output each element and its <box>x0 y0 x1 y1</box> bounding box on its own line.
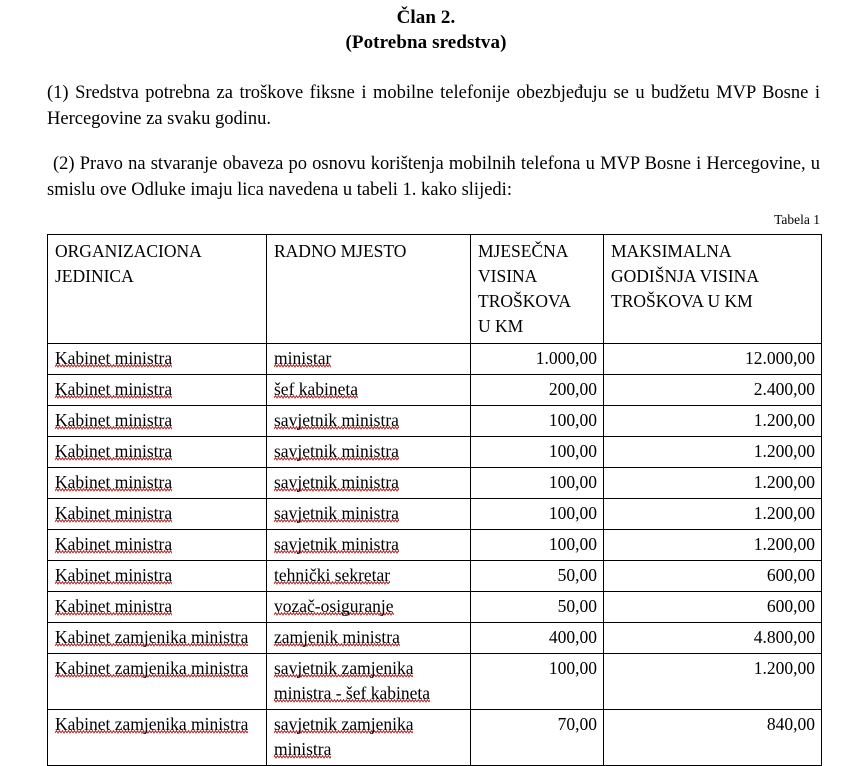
cell-monthly: 50,00 <box>471 592 604 623</box>
cell-yearly: 1.200,00 <box>604 406 822 437</box>
spellcheck-underlined-text: ministar <box>274 348 332 368</box>
paragraph-2: (2) Pravo na stvaranje obaveza po osnovu korištenja mobilnih telefona u MVP Bosne i Hercegovine, u smislu ove Odluke imaju lica navedena u tabeli 1. kako slijedi: <box>47 154 820 200</box>
cell-position <box>267 710 471 766</box>
table-row <box>48 592 822 623</box>
spellcheck-underlined-text: vozač-osiguranje <box>274 596 394 616</box>
spellcheck-underlined-text: Kabinet ministra <box>55 410 173 430</box>
cell-monthly: 1.000,00 <box>471 344 604 375</box>
cell-yearly: 4.800,00 <box>604 623 822 654</box>
table-row <box>48 530 822 561</box>
cell-org <box>48 468 267 499</box>
paragraph-1: (1) Sredstva potrebna za troškove fiksne i mobilne telefonije obezbjeđuju se u budžetu MVP Bosne i Hercegovine za svaku godinu. <box>47 83 820 129</box>
cell-yearly: 1.200,00 <box>604 530 822 561</box>
table-row <box>48 468 822 499</box>
header-line: ORGANIZACIONA <box>55 241 202 261</box>
table-row <box>48 375 822 406</box>
spellcheck-underlined-text: Kabinet zamjenika ministra <box>55 714 249 734</box>
header-line: VISINA <box>478 266 538 286</box>
cell-position <box>267 468 471 499</box>
spellcheck-underlined-text: savjetnik ministra <box>274 472 399 492</box>
cell-position <box>267 592 471 623</box>
cell-yearly: 1.200,00 <box>604 437 822 468</box>
cell-monthly: 100,00 <box>471 530 604 561</box>
cell-org <box>48 530 267 561</box>
cell-monthly: 400,00 <box>471 623 604 654</box>
header-line: TROŠKOVA U KM <box>611 291 753 311</box>
cell-org <box>48 375 267 406</box>
cell-position <box>267 530 471 561</box>
header-line: MAKSIMALNA <box>611 241 732 261</box>
cell-position <box>267 561 471 592</box>
cell-position <box>267 344 471 375</box>
header-line: U KM <box>478 316 524 336</box>
cell-org <box>48 654 267 710</box>
spellcheck-underlined-text: savjetnik zamjenika ministra <box>274 714 414 759</box>
cell-position <box>267 623 471 654</box>
header-line: MJESEČNA <box>478 241 569 261</box>
table-caption: Tabela 1 <box>774 212 820 227</box>
spellcheck-underlined-text: tehnički sekretar <box>274 565 391 585</box>
cost-table <box>47 234 822 766</box>
cell-yearly: 2.400,00 <box>604 375 822 406</box>
cell-yearly: 840,00 <box>604 710 822 766</box>
spellcheck-underlined-text: Kabinet ministra <box>55 534 173 554</box>
table-row <box>48 561 822 592</box>
cell-position <box>267 375 471 406</box>
body-text-block <box>0 80 852 203</box>
cell-yearly: 1.200,00 <box>604 654 822 710</box>
cell-org <box>48 499 267 530</box>
column-header-position <box>267 235 471 344</box>
table-row <box>48 499 822 530</box>
spellcheck-underlined-text: Kabinet ministra <box>55 379 173 399</box>
table-row <box>48 344 822 375</box>
spellcheck-underlined-text: Kabinet ministra <box>55 596 173 616</box>
cell-position <box>267 499 471 530</box>
cell-org <box>48 592 267 623</box>
header-line: GODIŠNJA VISINA <box>611 266 759 286</box>
table-row <box>48 710 822 766</box>
cell-monthly: 50,00 <box>471 561 604 592</box>
spellcheck-underlined-text: Kabinet ministra <box>55 348 173 368</box>
spellcheck-underlined-text: savjetnik ministra <box>274 503 399 523</box>
spellcheck-underlined-text: savjetnik ministra <box>274 534 399 554</box>
table-head <box>48 235 822 344</box>
cell-org <box>48 710 267 766</box>
cell-position <box>267 654 471 710</box>
page-subtitle: (Potrebna sredstva) <box>345 32 507 53</box>
cell-monthly: 100,00 <box>471 499 604 530</box>
cell-yearly: 600,00 <box>604 592 822 623</box>
table-body <box>48 344 822 766</box>
header-line: JEDINICA <box>55 266 134 286</box>
spellcheck-underlined-text: Kabinet ministra <box>55 503 173 523</box>
spellcheck-underlined-text: Kabinet ministra <box>55 441 173 461</box>
spellcheck-underlined-text: savjetnik ministra <box>274 441 399 461</box>
spellcheck-underlined-text: Kabinet ministra <box>55 565 173 585</box>
spellcheck-underlined-text: Kabinet zamjenika ministra <box>55 658 249 678</box>
cell-monthly: 100,00 <box>471 437 604 468</box>
cell-yearly: 1.200,00 <box>604 468 822 499</box>
cell-org <box>48 561 267 592</box>
table-row <box>48 654 822 710</box>
header-line: RADNO MJESTO <box>274 241 407 261</box>
cell-org <box>48 406 267 437</box>
cost-table-wrapper <box>47 234 821 766</box>
cell-position <box>267 406 471 437</box>
header-line: TROŠKOVA <box>478 291 572 311</box>
cell-monthly: 100,00 <box>471 468 604 499</box>
cell-yearly: 600,00 <box>604 561 822 592</box>
column-header-yearly-maximum <box>604 235 822 344</box>
column-header-organizational-unit <box>48 235 267 344</box>
spellcheck-underlined-text: šef kabineta <box>274 379 359 399</box>
document-page <box>0 6 852 759</box>
cell-yearly: 12.000,00 <box>604 344 822 375</box>
cell-yearly: 1.200,00 <box>604 499 822 530</box>
cell-monthly: 70,00 <box>471 710 604 766</box>
cell-position <box>267 437 471 468</box>
spellcheck-underlined-text: savjetnik ministra <box>274 410 399 430</box>
cell-org <box>48 437 267 468</box>
column-header-monthly-amount <box>471 235 604 344</box>
table-header-row <box>48 235 822 344</box>
page-title: Član 2. <box>396 7 456 28</box>
spellcheck-underlined-text: zamjenik ministra <box>274 627 400 647</box>
spellcheck-underlined-text: savjetnik zamjenika ministra - šef kabineta <box>274 658 430 703</box>
table-row <box>48 623 822 654</box>
spellcheck-underlined-text: Kabinet ministra <box>55 472 173 492</box>
cell-monthly: 100,00 <box>471 654 604 710</box>
cell-org <box>48 344 267 375</box>
cell-monthly: 200,00 <box>471 375 604 406</box>
spellcheck-underlined-text: Kabinet zamjenika ministra <box>55 627 249 647</box>
cell-org <box>48 623 267 654</box>
table-row <box>48 406 822 437</box>
cell-monthly: 100,00 <box>471 406 604 437</box>
table-row <box>48 437 822 468</box>
